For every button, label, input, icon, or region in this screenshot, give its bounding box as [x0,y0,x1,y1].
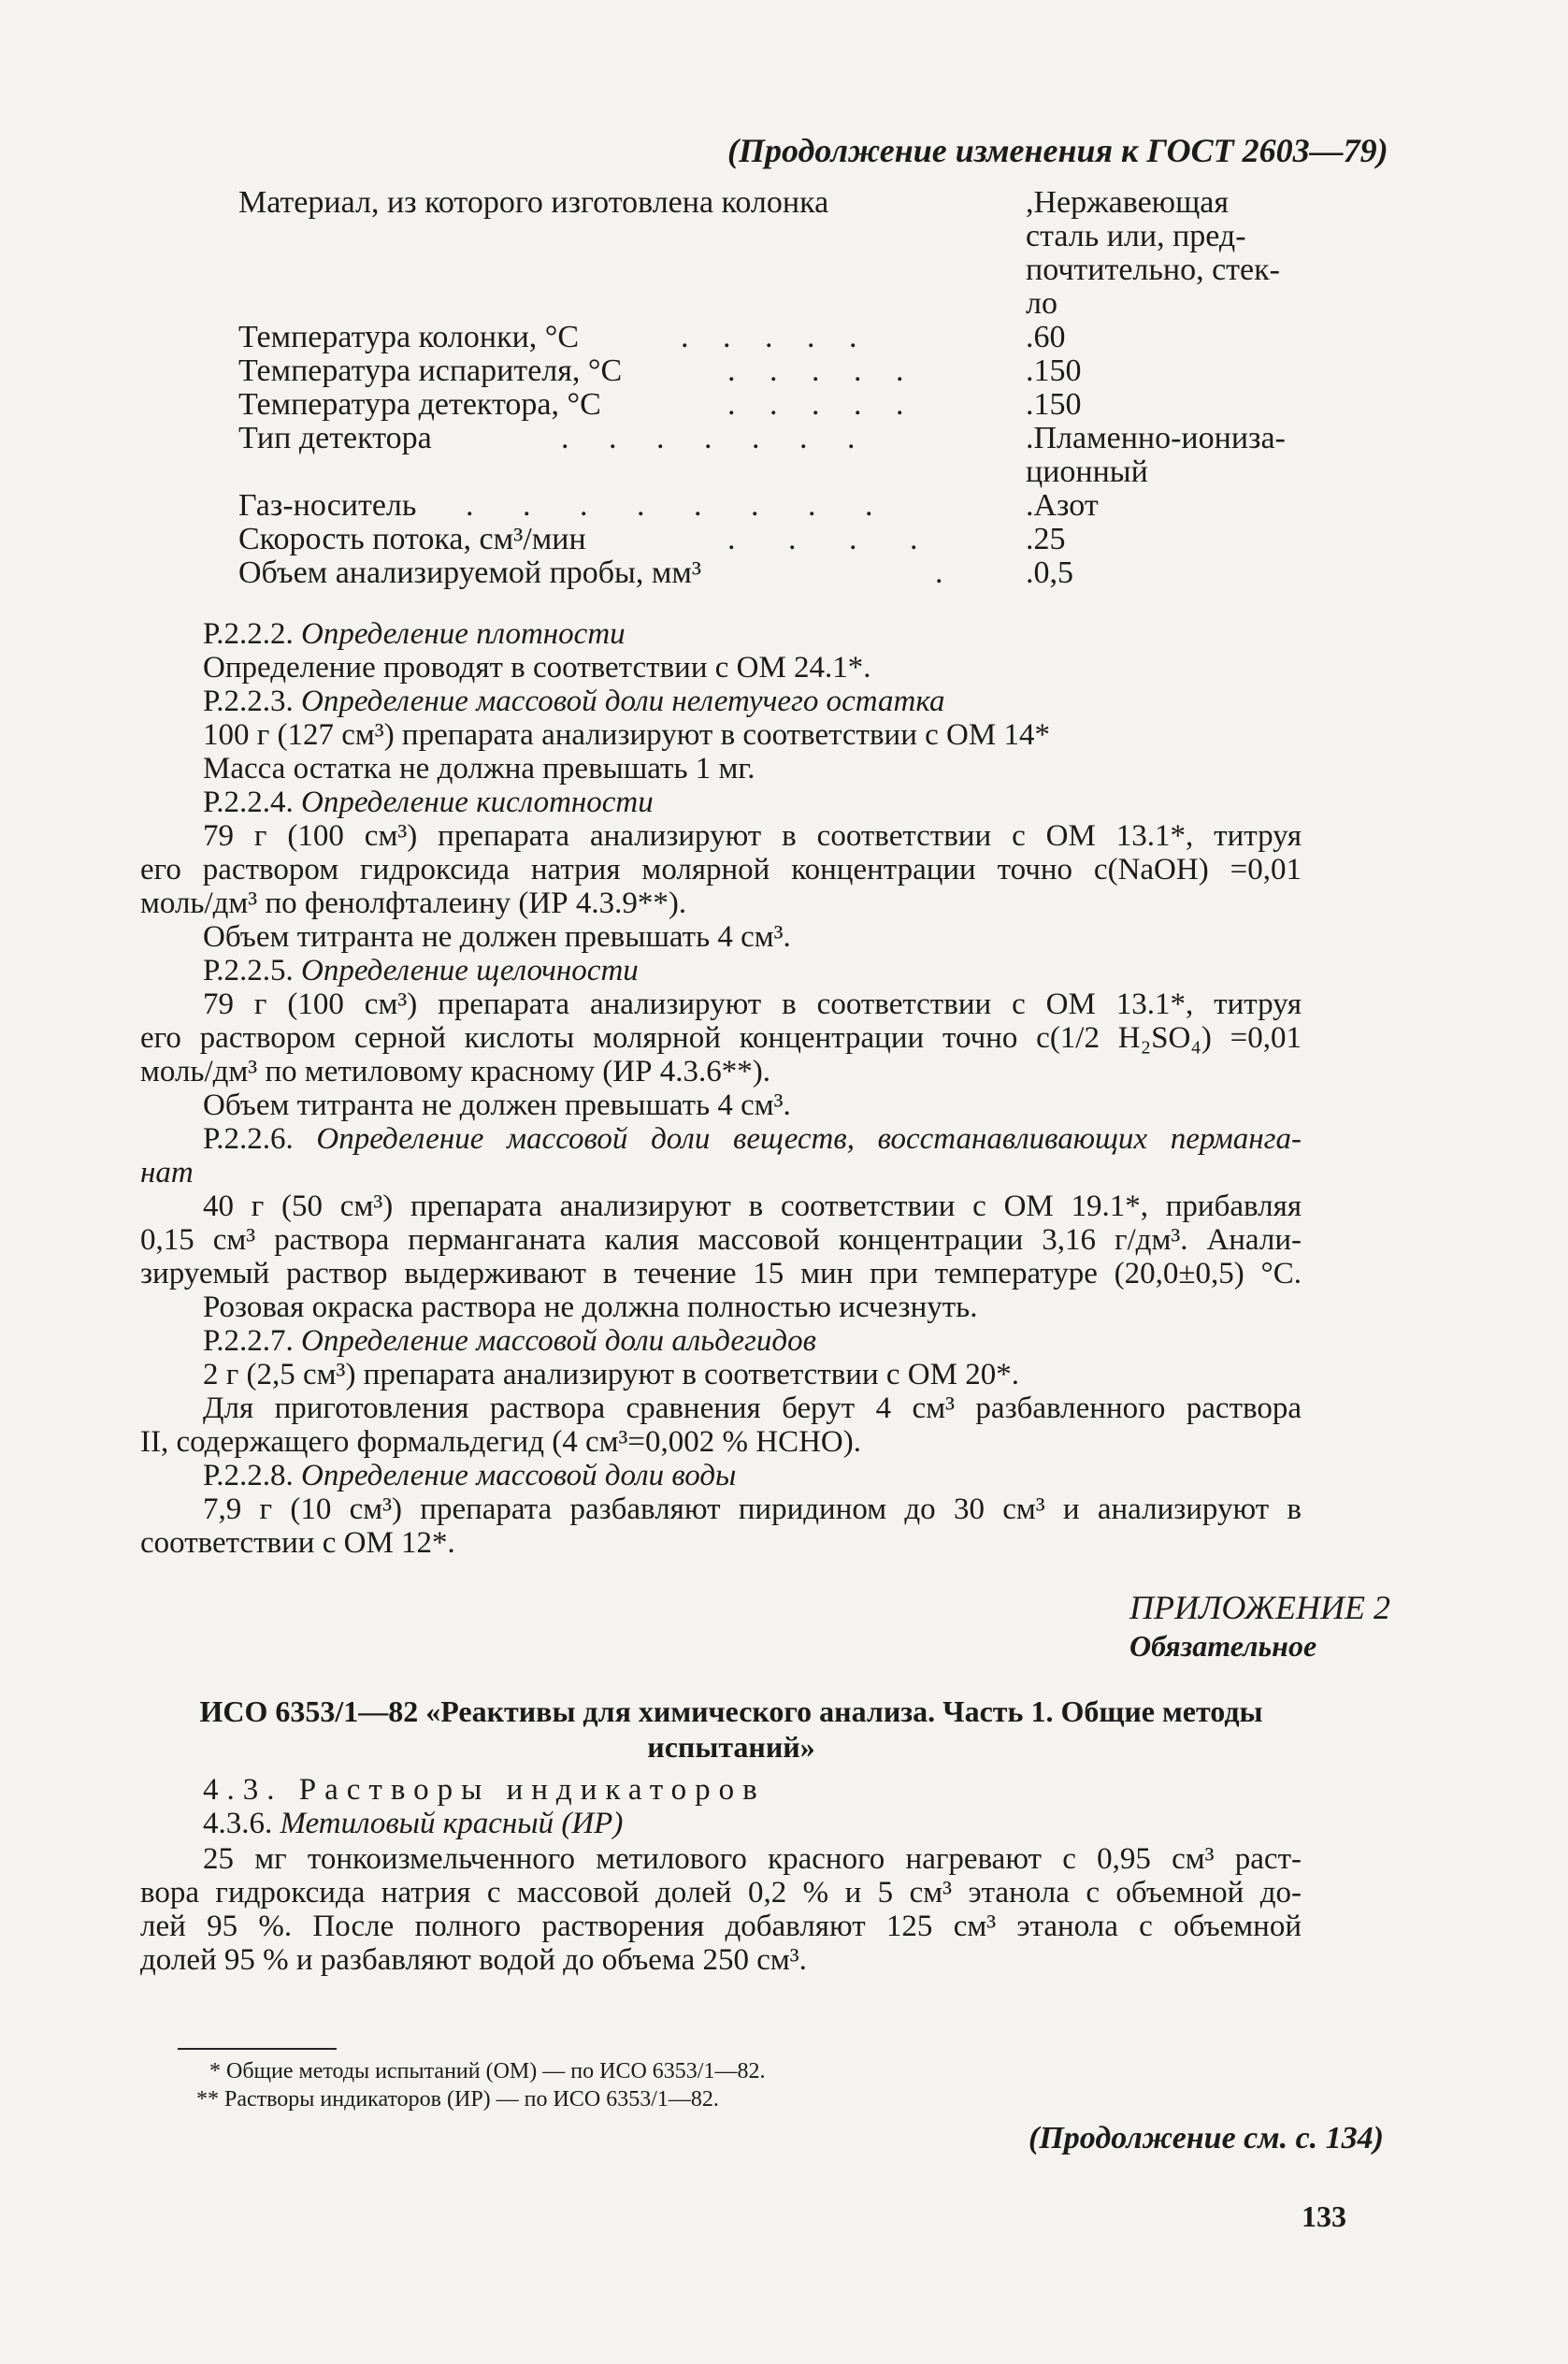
param-dots: . . . . . [727,387,917,422]
param-value: .Азот [1026,488,1099,523]
param-dots: . . . . . [727,353,917,388]
iso-title: ИСО 6353/1—82 «Реактивы для химического анализа. Часть 1. Общие методы [199,1694,1263,1728]
body-line: II, содержащего формальдегид (4 см³=0,002 % НСНО). [140,1425,862,1459]
body-line: соответствии с ОМ 12*. [140,1526,455,1560]
body-line: Розовая окраска раствора не должна полностью исчезнуть. [203,1290,978,1324]
param-dots: . . . . . . . [561,421,871,455]
section-heading: Р.2.2.5. Определение щелочности [203,954,639,987]
body-line: Объем титранта не должен превышать 4 см³. [203,1088,791,1122]
body-line: 40 г (50 см³) препарата анализируют в соответствии с ОМ 19.1*, прибавляя [203,1189,1302,1223]
body-line: моль/дм³ по метиловому красному (ИР 4.3.6**). [140,1055,770,1088]
appendix-subtitle: Обязательное [1129,1629,1317,1663]
section-heading: Р.2.2.2. Определение плотности [203,617,626,651]
param-value: .150 [1026,353,1082,388]
param-label: Температура детектора, °С [238,387,601,422]
subsection-heading: 4.3.6. Метиловый красный (ИР) [203,1807,624,1840]
appendix-paragraph-line: долей 95 % и разбавляют водой до объема 250 см³. [140,1943,807,1977]
appendix-title: ПРИЛОЖЕНИЕ 2 [1129,1589,1390,1626]
body-line: его раствором гидроксида натрия молярной концентрации точно c(NaOH) =0,01 [140,853,1302,886]
appendix-paragraph-line: лей 95 %. После полного растворения добавляют 125 см³ этанола с объемной [140,1910,1302,1943]
section-heading-continued: нат [140,1156,194,1189]
body-line: Объем титранта не должен превышать 4 см³. [203,920,791,954]
section-heading: Р.2.2.8. Определение массовой доли воды [203,1459,737,1492]
param-value: .25 [1026,522,1066,556]
footnote: ** Растворы индикаторов (ИР) — по ИСО 6353/1—82. [196,2087,719,2112]
body-line: 79 г (100 см³) препарата анализируют в соответствии с ОМ 13.1*, титруя [203,819,1302,853]
page-number: 133 [1302,2199,1346,2233]
body-line: 0,15 см³ раствора перманганата калия массовой концентрации 3,16 г/дм³. Анали- [140,1223,1302,1257]
body-line: 100 г (127 см³) препарата анализируют в соответствии с ОМ 14* [203,718,1050,752]
param-label: Материал, из которого изготовлена колонка [238,185,829,220]
param-dots: . [935,555,943,590]
body-line: моль/дм³ по фенолфталеину (ИР 4.3.9**). [140,886,687,920]
body-line: 79 г (100 см³) препарата анализируют в соответствии с ОМ 13.1*, титруя [203,987,1302,1021]
section-title: 4.3. Растворы индикаторов [203,1773,766,1807]
header-continuation: (Продолжение изменения к ГОСТ 2603—79) [727,132,1388,169]
param-label: Тип детектора [238,421,432,455]
param-value: сталь или, пред- [1026,219,1246,253]
footnote: * Общие методы испытаний (ОМ) — по ИСО 6353/1—82. [209,2059,766,2083]
param-dots: . . . . . [681,320,870,354]
param-value: .60 [1026,320,1066,354]
body-line: Масса остатка не должна превышать 1 мг. [203,752,755,786]
param-label: Газ-носитель [238,488,417,523]
param-label: Объем анализируемой пробы, мм³ [238,555,702,590]
footnote-separator [178,2048,337,2050]
param-label: Скорость потока, см³/мин [238,522,586,556]
footer-continuation: (Продолжение см. с. 134) [1029,2121,1384,2155]
param-value: .Пламенно-иониза- [1026,421,1286,455]
appendix-paragraph-line: 25 мг тонкоизмельченного метилового красного нагревают с 0,95 см³ раст- [203,1842,1302,1876]
iso-title-continued: испытаний» [647,1730,815,1764]
appendix-paragraph-line: вора гидроксида натрия с массовой долей 0,2 % и 5 см³ этанола с объемной до- [140,1876,1302,1910]
param-value: ло [1026,286,1057,321]
param-value: ,Нержавеющая [1026,185,1229,220]
param-dots: . . . . . . . . [466,488,894,523]
param-label: Температура испарителя, °С [238,353,623,388]
body-line: его раствором серной кислоты молярной концентрации точно c(1/2 H₂SO₄) =0,01 [140,1021,1302,1055]
body-line: Для приготовления раствора сравнения берут 4 см³ разбавленного раствора [203,1391,1302,1425]
body-line: зируемый раствор выдерживают в течение 15 мин при температуре (20,0±0,5) °С. [140,1257,1302,1290]
section-heading: Р.2.2.6. Определение массовой доли веществ, восстанавливающих перманга- [203,1122,1302,1156]
body-line: 2 г (2,5 см³) препарата анализируют в соответствии с ОМ 20*. [203,1358,1019,1391]
param-value: .150 [1026,387,1082,422]
param-dots: . . . . [727,522,941,556]
section-heading: Р.2.2.3. Определение массовой доли нелетучего остатка [203,685,945,718]
body-line: Определение проводят в соответствии с ОМ 24.1*. [203,651,871,685]
section-heading: Р.2.2.4. Определение кислотности [203,786,654,819]
param-value: почтительно, стек- [1026,252,1280,287]
body-line: 7,9 г (10 см³) препарата разбавляют пиридином до 30 см³ и анализируют в [203,1492,1302,1526]
param-value: ционный [1026,454,1148,489]
param-label: Температура колонки, °С [238,320,580,354]
param-value: .0,5 [1026,555,1073,590]
section-heading: Р.2.2.7. Определение массовой доли альдегидов [203,1324,816,1358]
